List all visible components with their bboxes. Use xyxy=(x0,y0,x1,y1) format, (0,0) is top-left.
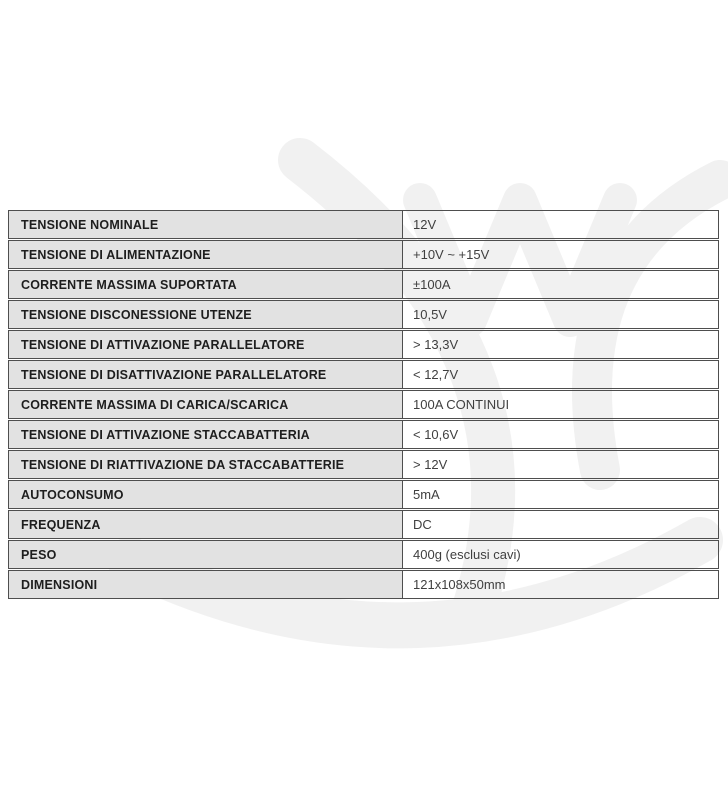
spec-value: 100A CONTINUI xyxy=(413,397,510,412)
spec-label: TENSIONE DI DISATTIVAZIONE PARALLELATORE xyxy=(9,361,403,388)
spec-value: 12V xyxy=(413,217,437,232)
spec-value: ±100A xyxy=(413,277,451,292)
table-row xyxy=(8,240,719,269)
spec-value: < 10,6V xyxy=(413,427,459,442)
table-row xyxy=(8,480,719,509)
table-row xyxy=(8,210,719,239)
spec-label: AUTOCONSUMO xyxy=(9,481,403,508)
table-row xyxy=(8,420,719,449)
spec-label: TENSIONE DI ATTIVAZIONE STACCABATTERIA xyxy=(9,421,403,448)
table-row xyxy=(8,330,719,359)
table-row xyxy=(8,300,719,329)
spec-label: TENSIONE DI ALIMENTAZIONE xyxy=(9,241,403,268)
spec-label: FREQUENZA xyxy=(9,511,403,538)
table-row xyxy=(8,570,719,599)
spec-value: < 12,7V xyxy=(413,367,459,382)
spec-value: > 13,3V xyxy=(413,337,459,352)
table-row xyxy=(8,540,719,569)
spec-label: TENSIONE DI RIATTIVAZIONE DA STACCABATTERIE xyxy=(9,451,403,478)
spec-value: DC xyxy=(413,517,432,532)
spec-value: +10V ~ +15V xyxy=(413,247,490,262)
table-row xyxy=(8,450,719,479)
spec-label: TENSIONE DI ATTIVAZIONE PARALLELATORE xyxy=(9,331,403,358)
spec-value: > 12V xyxy=(413,457,448,472)
spec-value: 10,5V xyxy=(413,307,447,322)
spec-label: TENSIONE DISCONESSIONE UTENZE xyxy=(9,301,403,328)
spec-value: 121x108x50mm xyxy=(413,577,506,592)
table-row xyxy=(8,390,719,419)
spec-label: CORRENTE MASSIMA SUPORTATA xyxy=(9,271,403,298)
spec-value: 5mA xyxy=(413,487,440,502)
spec-value: 400g (esclusi cavi) xyxy=(413,547,521,562)
spec-label: CORRENTE MASSIMA DI CARICA/SCARICA xyxy=(9,391,403,418)
spec-table xyxy=(8,210,719,599)
spec-label: DIMENSIONI xyxy=(9,571,403,598)
spec-label: TENSIONE NOMINALE xyxy=(9,211,403,238)
table-row xyxy=(8,360,719,389)
spec-label: PESO xyxy=(9,541,403,568)
table-row xyxy=(8,510,719,539)
table-row xyxy=(8,270,719,299)
